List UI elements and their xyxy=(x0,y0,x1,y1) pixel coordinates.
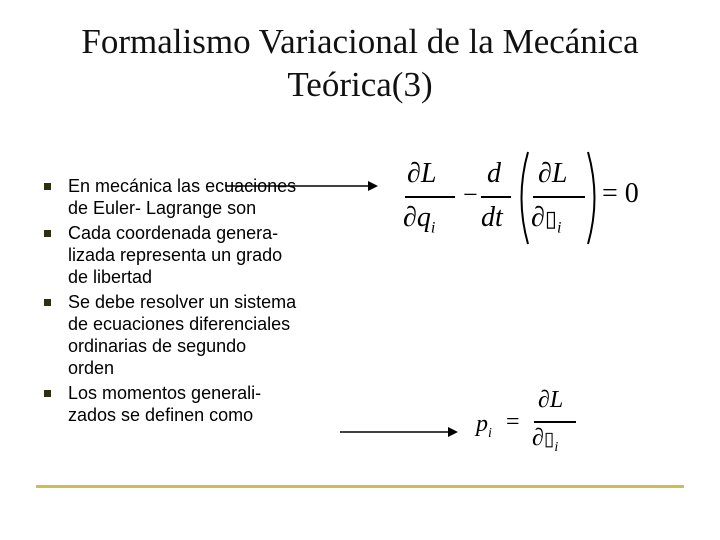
bullet-line: Cada coordenada genera- xyxy=(68,223,279,243)
el-num-3 xyxy=(538,158,567,190)
momentum-fraction-bar xyxy=(534,421,576,423)
slide-title xyxy=(20,20,700,106)
slide-title-line-1: Formalismo Variacional de la Mecánica xyxy=(81,22,639,61)
slide-title-line-2: Teórica(3) xyxy=(287,65,433,104)
bullet-line: Los momentos generali- xyxy=(68,383,262,403)
el-fraction-bar-3 xyxy=(533,196,585,198)
arrow-to-euler-lagrange-icon xyxy=(225,178,380,194)
bullet-line: ordinarias de segundo xyxy=(68,336,247,356)
footer-rule xyxy=(36,485,684,488)
bullet-item-ode-system xyxy=(40,291,360,379)
momentum-lhs xyxy=(476,411,492,442)
right-paren-icon xyxy=(585,150,603,246)
el-fraction-bar-1 xyxy=(405,196,455,198)
bullet-list xyxy=(40,175,360,429)
generalized-momentum-equation xyxy=(472,385,632,465)
partial-symbol: ∂ xyxy=(532,425,544,451)
bullet-line: de Euler- Lagrange son xyxy=(68,198,257,218)
el-dt: dt xyxy=(481,202,503,233)
el-num-1 xyxy=(407,158,436,190)
bullet-item-generalized-momenta xyxy=(40,382,360,426)
momentum-num xyxy=(538,387,563,414)
square-bullet-icon xyxy=(44,230,51,237)
el-equals-zero: = 0 xyxy=(602,178,639,209)
bullet-line: orden xyxy=(68,358,115,378)
index-symbol: i xyxy=(556,219,562,237)
bullet-line: En mecánica las ecuaciones xyxy=(68,176,297,196)
momentum-equals: = xyxy=(506,409,520,435)
square-bullet-icon xyxy=(44,183,51,190)
left-paren-icon xyxy=(513,150,531,246)
partial-symbol: ∂ xyxy=(403,202,417,233)
index-symbol: i xyxy=(488,425,492,441)
partial-symbol: ∂ xyxy=(531,202,545,233)
bullet-line: lizada representa un grado xyxy=(68,245,283,265)
partial-symbol: ∂ xyxy=(407,158,421,189)
lagrangian-symbol: L xyxy=(549,387,564,413)
momentum-den xyxy=(532,425,558,456)
missing-glyph-box: ▯ xyxy=(544,206,557,231)
index-symbol: i xyxy=(430,219,436,237)
bullet-line: de libertad xyxy=(68,267,153,287)
euler-lagrange-equation xyxy=(395,150,665,250)
momentum-symbol: p xyxy=(476,411,488,437)
coordinate-symbol: q xyxy=(416,202,431,233)
index-symbol: i xyxy=(554,439,559,455)
bullet-line: de ecuaciones diferenciales xyxy=(68,314,291,334)
partial-symbol: ∂ xyxy=(538,158,552,189)
el-d: d xyxy=(487,158,501,189)
square-bullet-icon xyxy=(44,299,51,306)
bullet-line: zados se definen como xyxy=(68,405,254,425)
missing-glyph-box: ▯ xyxy=(543,429,555,450)
el-minus: − xyxy=(463,180,478,209)
partial-symbol: ∂ xyxy=(538,387,550,413)
bullet-item-degrees-of-freedom xyxy=(40,222,360,288)
bullet-line: Se debe resolver un sistema xyxy=(68,292,297,312)
square-bullet-icon xyxy=(44,390,51,397)
arrow-to-momentum-icon xyxy=(340,424,460,440)
lagrangian-symbol: L xyxy=(551,158,568,189)
lagrangian-symbol: L xyxy=(420,158,437,189)
el-den-3 xyxy=(531,202,561,238)
el-den-1 xyxy=(403,202,435,238)
el-fraction-bar-2 xyxy=(481,196,511,198)
